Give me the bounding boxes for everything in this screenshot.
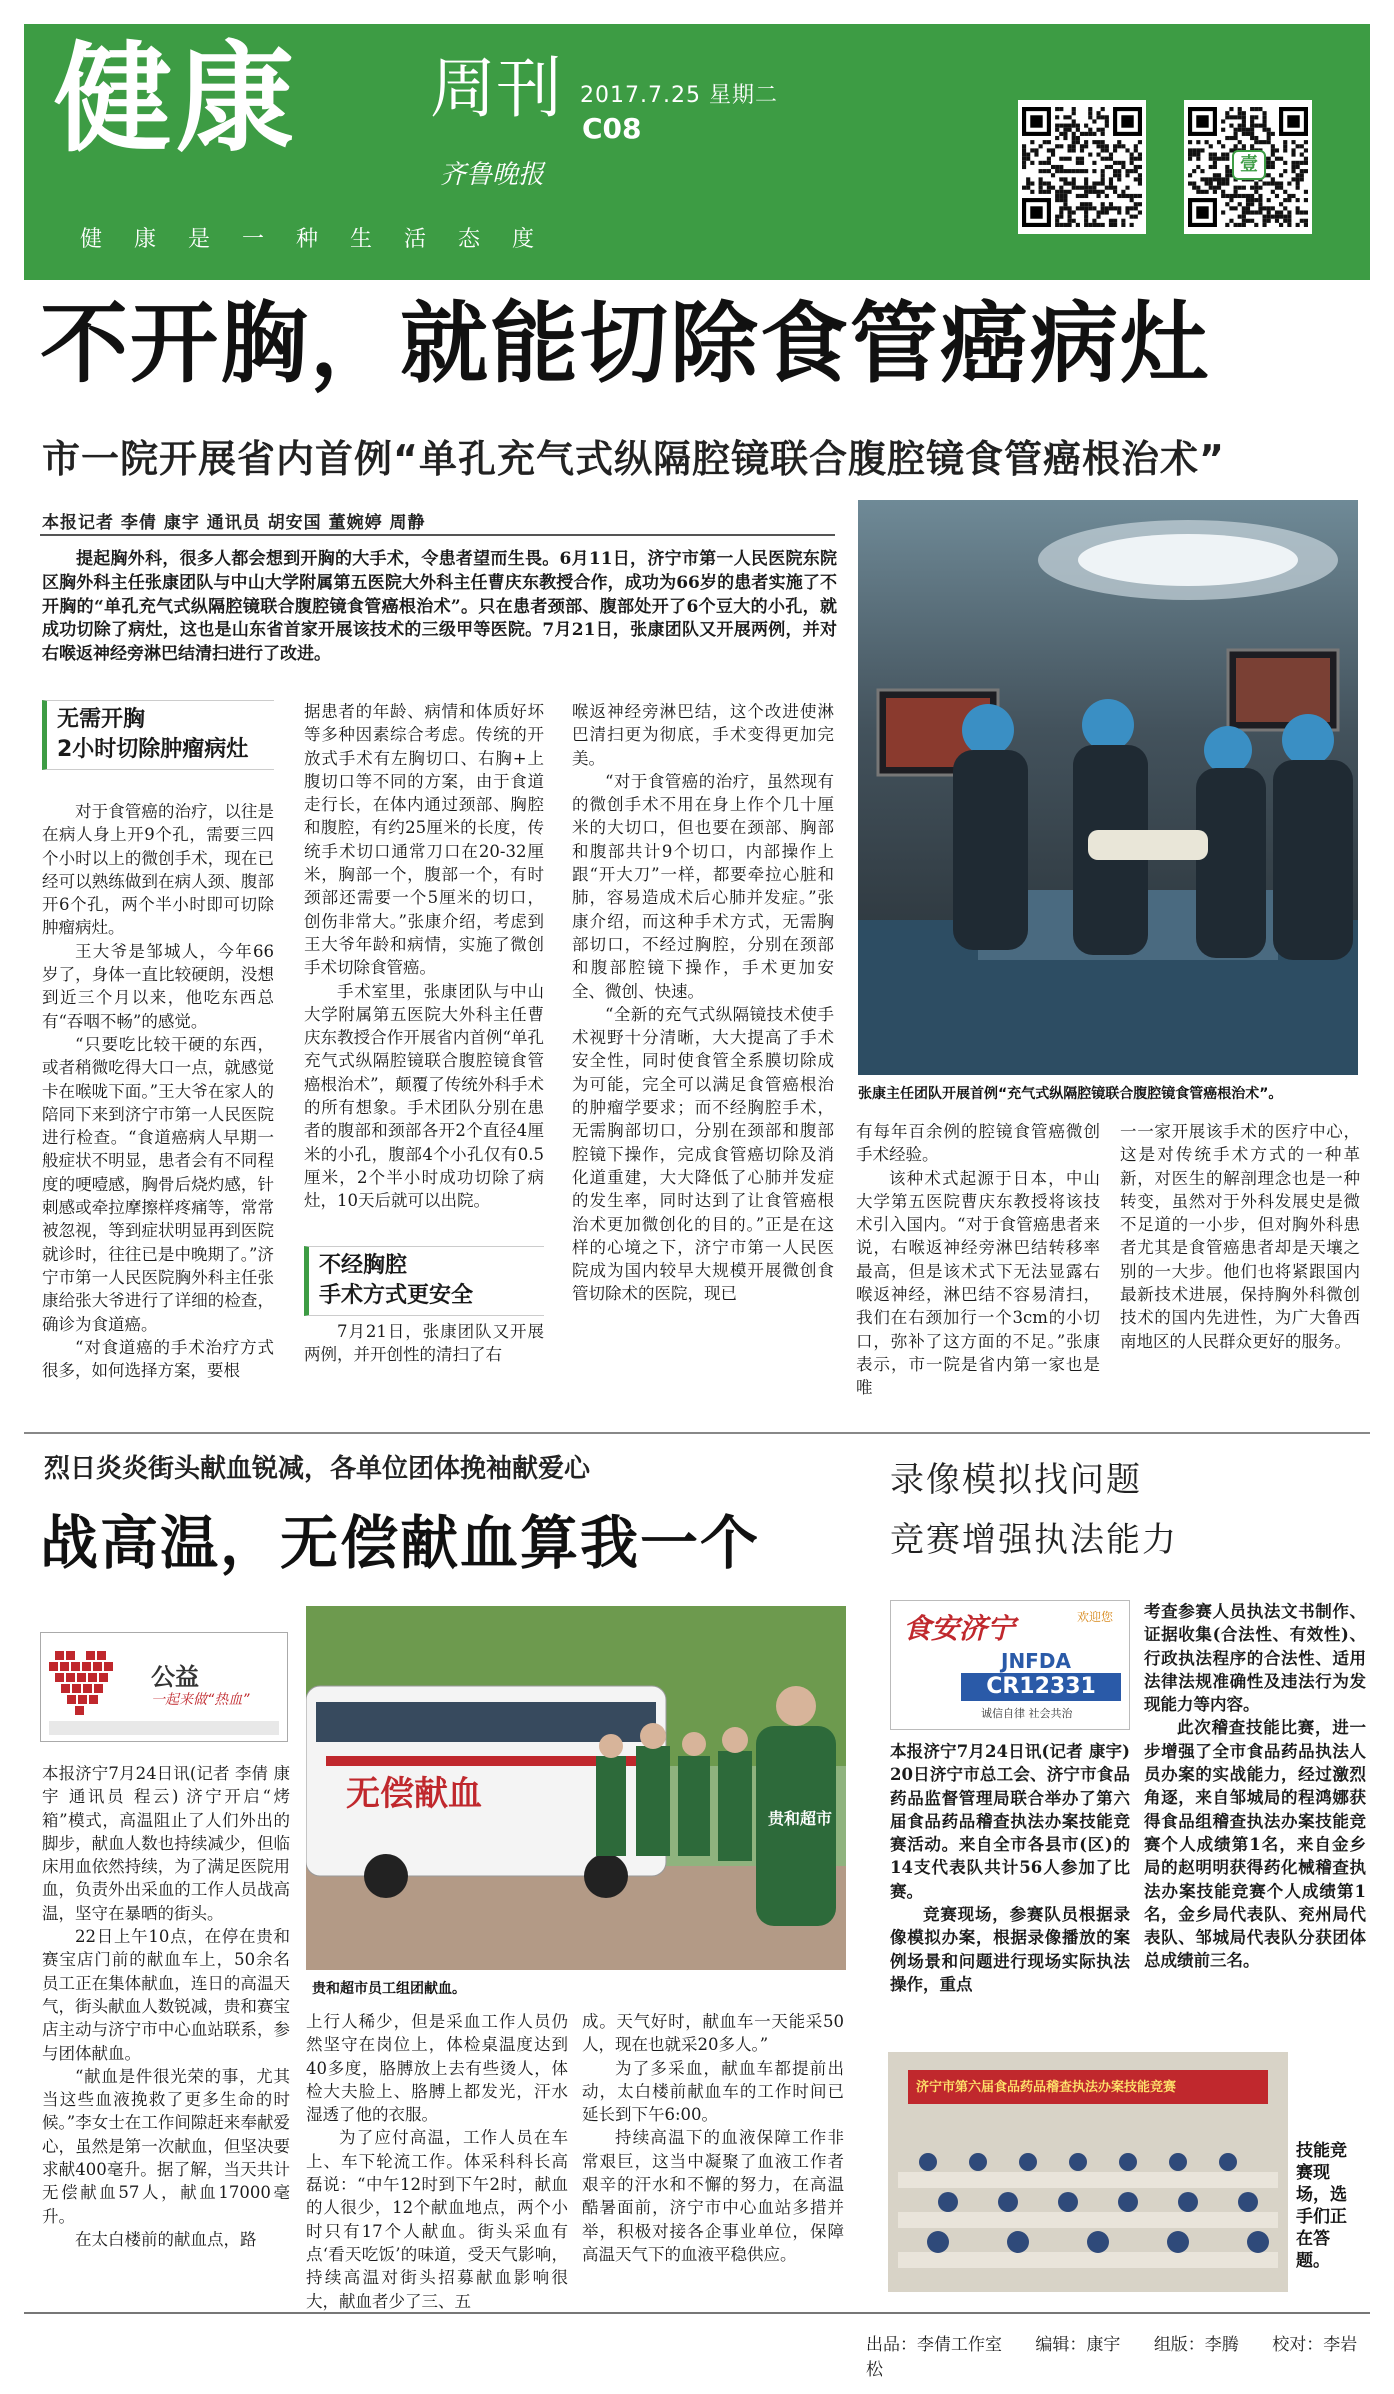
- credit-producer: 出品：李倩工作室: [866, 2335, 1002, 2355]
- logo-title: 食安济宁: [903, 1612, 1016, 1645]
- blood-headline: 战高温，无偿献血算我一个: [40, 1509, 761, 1577]
- section-title: 健康: [54, 30, 299, 168]
- paragraph: 在太白楼前的献血点，路: [75, 2229, 257, 2249]
- paragraph: 有每年百余例的腔镜食管癌微创手术经验。: [856, 1122, 1100, 1165]
- shirt-text: 贵和超市: [768, 1809, 833, 1828]
- logo-hotline: CR12331: [961, 1673, 1121, 1701]
- charity-logo-text: 公益: [151, 1663, 199, 1691]
- surgery-scene-illustration: [858, 500, 1358, 1075]
- article-column-2: [304, 700, 544, 1213]
- article-column-1: [42, 800, 274, 1382]
- byline-rule: [40, 534, 835, 536]
- bus-banner-text: 无偿献血: [346, 1774, 482, 1814]
- paragraph: 上行人稀少，但是采血工作人员仍然坚守在岗位上，体检桌温度达到40多度，胳膊放上去有些烫人，体检大夫脸上、胳膊上都发光，汗水湿透了他的衣服。: [306, 2012, 568, 2125]
- paragraph: “献血是件很光荣的事，尤其当这些血液挽救了更多生命的时候。”李女士在工作间隙赶来奉献爱心，虽然是第一次献血，但坚决要求献400毫升。据了解，当天共计无偿献血57人，献血17000毫升。: [42, 2066, 290, 2226]
- paragraph: 竞赛现场，参赛队员根据录像模拟办案，根据录像播放的案例场景和问题进行现场实际执法操作，重点: [890, 1905, 1130, 1994]
- paragraph: 该种术式起源于日本，中山大学第五医院曹庆东教授将该技术引入国内。“对于食管癌患者来说，右喉返神经旁淋巴结转移率最高，但是该术式下无法显露右喉返神经，淋巴结不容易清扫，我们在右颈加行一个3cm的小切口，弥补了这方面的不足。”张康表示，市一院是省内第一家也是唯: [856, 1168, 1100, 1398]
- lead-text: 提起胸外科，很多人都会想到开胸的大手术，令患者望而生畏。6月11日，济宁市第一人民医院东院区胸外科主任张康团队与中山大学附属第五医院大外科主任曹庆东教授合作，成功为66岁的患者实施了不开胸的“单孔充气式纵隔腔镜联合腹腔镜食管癌根治术”。只在患者颈部、腹部处开了6个豆大的小孔，就成功切除了病灶，这也是山东省首家开展该技术的三级甲等医院。7月21日，张康团队又开展两例，并对右喉返神经旁淋巴结清扫进行了改进。: [42, 549, 837, 665]
- blood-kicker: 烈日炎炎街头献血锐减，各单位团体挽袖献爱心: [44, 1454, 591, 1484]
- paragraph: 考查参赛人员执法文书制作、证据收集(合法性、有效性)、行政执法程序的合法性、适用法律法规准确性及违法行为发现能力等内容。: [1144, 1602, 1366, 1715]
- paragraph: 成。天气好时，献血车一天能采50人，现在也就采20多人。”: [582, 2012, 844, 2055]
- blood-photo-caption: 贵和超市员工组团献血。: [312, 1981, 466, 1997]
- article-column-4: [856, 1120, 1100, 1400]
- credit-proof: 校对：李岩松: [866, 2335, 1358, 2380]
- logo-motto: 诚信自律 社会共治: [981, 1707, 1073, 1720]
- charity-logo-tagline: 一起来做“热血”: [151, 1692, 250, 1708]
- competition-photo-caption: 技能竞赛现场，选手们正在答题。: [1296, 2141, 1347, 2271]
- law-column-2: [1144, 1600, 1366, 1973]
- credit-editor: 编辑：康宇: [1035, 2335, 1121, 2355]
- charity-logo: [40, 1632, 288, 1742]
- lead-paragraph: [42, 548, 837, 667]
- main-headline: 不开胸，就能切除食管癌病灶: [40, 292, 1211, 395]
- law-headline-1: 录像模拟找问题: [890, 1460, 1142, 1500]
- qr-code-icon[interactable]: [1018, 100, 1146, 234]
- footer-rule: [24, 2312, 1370, 2314]
- paragraph: “对于食管癌的治疗，虽然现有的微创手术不用在身上作个几十厘米的大切口，但也要在颈部、胸部和腹部共计9个切口，内部操作上跟“开大刀”一样，都要牵拉心脏和肺，容易造成术后心肺并发症。”张康介绍，而这种手术方式，无需胸部切口，不经过胸腔，分别在颈部和腹部腔镜下操作，手术更加安全、微创、快速。: [572, 771, 834, 1001]
- competition-banner-text: 济宁市第六届食品药品稽查执法办案技能竞赛: [916, 2080, 1177, 2095]
- sub-headline: 市一院开展省内首例“单孔充气式纵隔腔镜联合腹腔镜食管癌根治术”: [42, 437, 1225, 481]
- qr-logo: 壹: [1232, 150, 1266, 180]
- article-column-3: [572, 700, 834, 1306]
- paragraph: 持续高温下的血液保障工作非常艰巨，这当中凝聚了血液工作者艰辛的汗水和不懈的努力，在高温酷暑面前，济宁市中心血站多措并举，积极对接各企事业单位，保障高温天气下的血液平稳供应。: [582, 2128, 844, 2264]
- paragraph: 22日上午10点，在停在贵和赛宝店门前的献血车上，50余名员工正在集体献血，连日的高温天气，街头献血人数锐减，贵和赛宝店主动与济宁市中心血站联系，参与团体献血。: [42, 1927, 290, 2063]
- surgery-photo-caption: 张康主任团队开展首例“充气式纵隔腔镜联合腹腔镜食管癌根治术”。: [858, 1086, 1283, 1102]
- paragraph: 此次稽查技能比赛，进一步增强了全市食品药品执法人员办案的实战能力，经过激烈角逐，来自邹城局的程鸿娜获得食品组稽查执法办案技能竞赛个人成绩第1名，来自金乡局的赵明明获得药化械稽查执法办案技能竞赛个人成绩第1名，金乡局代表队、兖州局代表队、邹城局代表队分获团体总成绩前三名。: [1144, 1718, 1366, 1971]
- credits-footer: [866, 2330, 1394, 2380]
- competition-photo: [888, 2052, 1288, 2292]
- paragraph: “全新的充气式纵隔镜技术使手术视野十分清晰，大大提高了手术安全性，同时使食管全系膜切除成为可能，完全可以满足食管癌根治的肿瘤学要求；而不经胸腔手术，无需胸部切口，分别在颈部和腹部腔镜下操作，完成食管癌切除及消化道重建，大大降低了心肺并发症的发生率，同时达到了让食管癌根治术更加微创化的目的。”正是在这样的心境之下，济宁市第一人民医院成为国内较早大规模开展微创食管切除术的医院，现已: [572, 1004, 834, 1304]
- slogan: 健康是一种生活态度: [80, 227, 567, 252]
- blood-column-2: [306, 2010, 568, 2313]
- food-safety-logo: [890, 1600, 1130, 1730]
- issue-date: 2017.7.25 星期二: [580, 83, 778, 108]
- paragraph: “只要吃比较干硬的东西，或者稍微吃得大口一点，就感觉卡在喉咙下面。”王大爷在家人的陪同下来到济宁市第一人民医院进行检查。“食道癌病人早期一般症状不明显，患者会有不同程度的哽噎感，胸骨后烧灼感，针刺感或牵拉摩擦样疼痛等，常常被忽视，等到症状明显再到医院就诊时，往往已是中晚期了。”济宁市第一人民医院胸外科主任张康给张大爷进行了详细的检查，确诊为食道癌。: [42, 1034, 274, 1334]
- subhead-no-chest: 无需开胸 2小时切除肿瘤病灶: [42, 700, 274, 770]
- paragraph: 本报济宁7月24日讯(记者 康宇) 20日济宁市总工会、济宁市食品药品监督管理局联合举办了第六届食品药品稽查执法办案技能竞赛活动。来自全市各县市(区)的14支代表队共计56人参加了比赛。: [890, 1742, 1130, 1901]
- paragraph: 王大爷是邹城人，今年66岁了，身体一直比较硬朗，没想到近三个月以来，他吃东西总有“吞咽不畅”的感觉。: [42, 941, 274, 1031]
- paragraph: 为了应付高温，工作人员在车上、车下轮流工作。体采科科长高磊说：“中午12时到下午2时，献血的人很少，12个献血地点，两个小时只有17个人献血。街头采血有点‘看天吃饭’的味道，受天气影响，持续高温对街头招募献血影响很大，献血者少了三、五: [306, 2128, 568, 2311]
- blood-column-3: [582, 2010, 844, 2266]
- logo-agency: JNFDA: [1001, 1649, 1071, 1673]
- weekly-label: 周刊: [430, 50, 562, 127]
- paragraph: 手术室里，张康团队与中山大学附属第五医院大外科主任曹庆东教授合作开展省内首例“单孔充气式纵隔腔镜联合腹腔镜食管癌根治术”，颠覆了传统外科手术的所有想象。手术团队分别在患者的腹部和颈部各开2个直径4厘米的小孔，腹部4个小孔仅有0.5厘米，2个半小时成功切除了病灶，10天后就可以出院。: [304, 981, 544, 1211]
- subhead-no-thorax: 不经胸腔 手术方式更安全: [304, 1246, 544, 1316]
- paragraph: “对食道癌的手术治疗方式很多，如何选择方案，要根: [42, 1337, 274, 1381]
- credit-layout: 组版：李腾: [1153, 2335, 1239, 2355]
- law-column-1: [890, 1740, 1130, 1996]
- paragraph: 对于食管癌的治疗，以往是在病人身上开9个孔，需要三四个小时以上的微创手术，现在已经可以熟练做到在病人颈、腹部开6个孔，两个半小时即可切除肿瘤病灶。: [42, 802, 274, 938]
- paragraph: 喉返神经旁淋巴结，这个改进使淋巴清扫更为彻底，手术变得更加完美。: [572, 702, 834, 768]
- logo-welcome: 欢迎您: [1077, 1610, 1114, 1624]
- paragraph: 一一家开展该手术的医疗中心，这是对传统手术方式的一种革新，对医生的解剖理念也是一种转变，虽然对于外科发展史是微不足道的一小步，但对胸外科患者尤其是食管癌患者却是天壤之别的一大步。他们也将紧跟国内最新技术进展，保持胸外科微创技术的国内先进性，为广大鲁西南地区的人民群众更好的服务。: [1120, 1122, 1360, 1351]
- article-column-2b: [304, 1320, 544, 1367]
- paragraph: 7月21日，张康团队又开展两例，并开创性的清扫了右: [304, 1322, 544, 1365]
- blood-column-1: [42, 1762, 290, 2251]
- page-number: C08: [582, 112, 642, 145]
- blood-donation-photo: [306, 1606, 846, 1970]
- section-divider: [24, 1432, 1370, 1434]
- article-column-5: [1120, 1120, 1360, 1353]
- newspaper-name: 齐鲁晚报: [440, 160, 545, 190]
- byline: 本报记者 李倩 康宇 通讯员 胡安国 董婉婷 周静: [42, 513, 426, 533]
- paragraph: 本报济宁7月24日讯(记者 李倩 康宇 通讯员 程云) 济宁开启“烤箱”模式，高温阻止了人们外出的脚步，献血人数也持续减少，但临床用血依然持续，为了满足医院用血，负责外出采血的工作人员战高温，坚守在暴晒的街头。: [42, 1764, 290, 1923]
- law-headline-2: 竞赛增强执法能力: [890, 1520, 1178, 1560]
- paragraph: 为了多采血，献血车都提前出动，太白楼前献血车的工作时间已延长到下午6:00。: [582, 2058, 844, 2125]
- paragraph: 据患者的年龄、病情和体质好坏等多种因素综合考虑。传统的开放式手术有左胸切口、右胸+上腹切口等不同的方案，由于食道走行长，在体内通过颈部、胸腔和腹腔，有约25厘米的长度，传统手术切口通常刀口在20-32厘米，胸部一个，腹部一个，有时颈部还需要一个5厘米的切口，创伤非常大。”张康介绍，考虑到王大爷年龄和病情，实施了微创手术切除食管癌。: [304, 702, 544, 978]
- surgery-photo: [858, 500, 1358, 1075]
